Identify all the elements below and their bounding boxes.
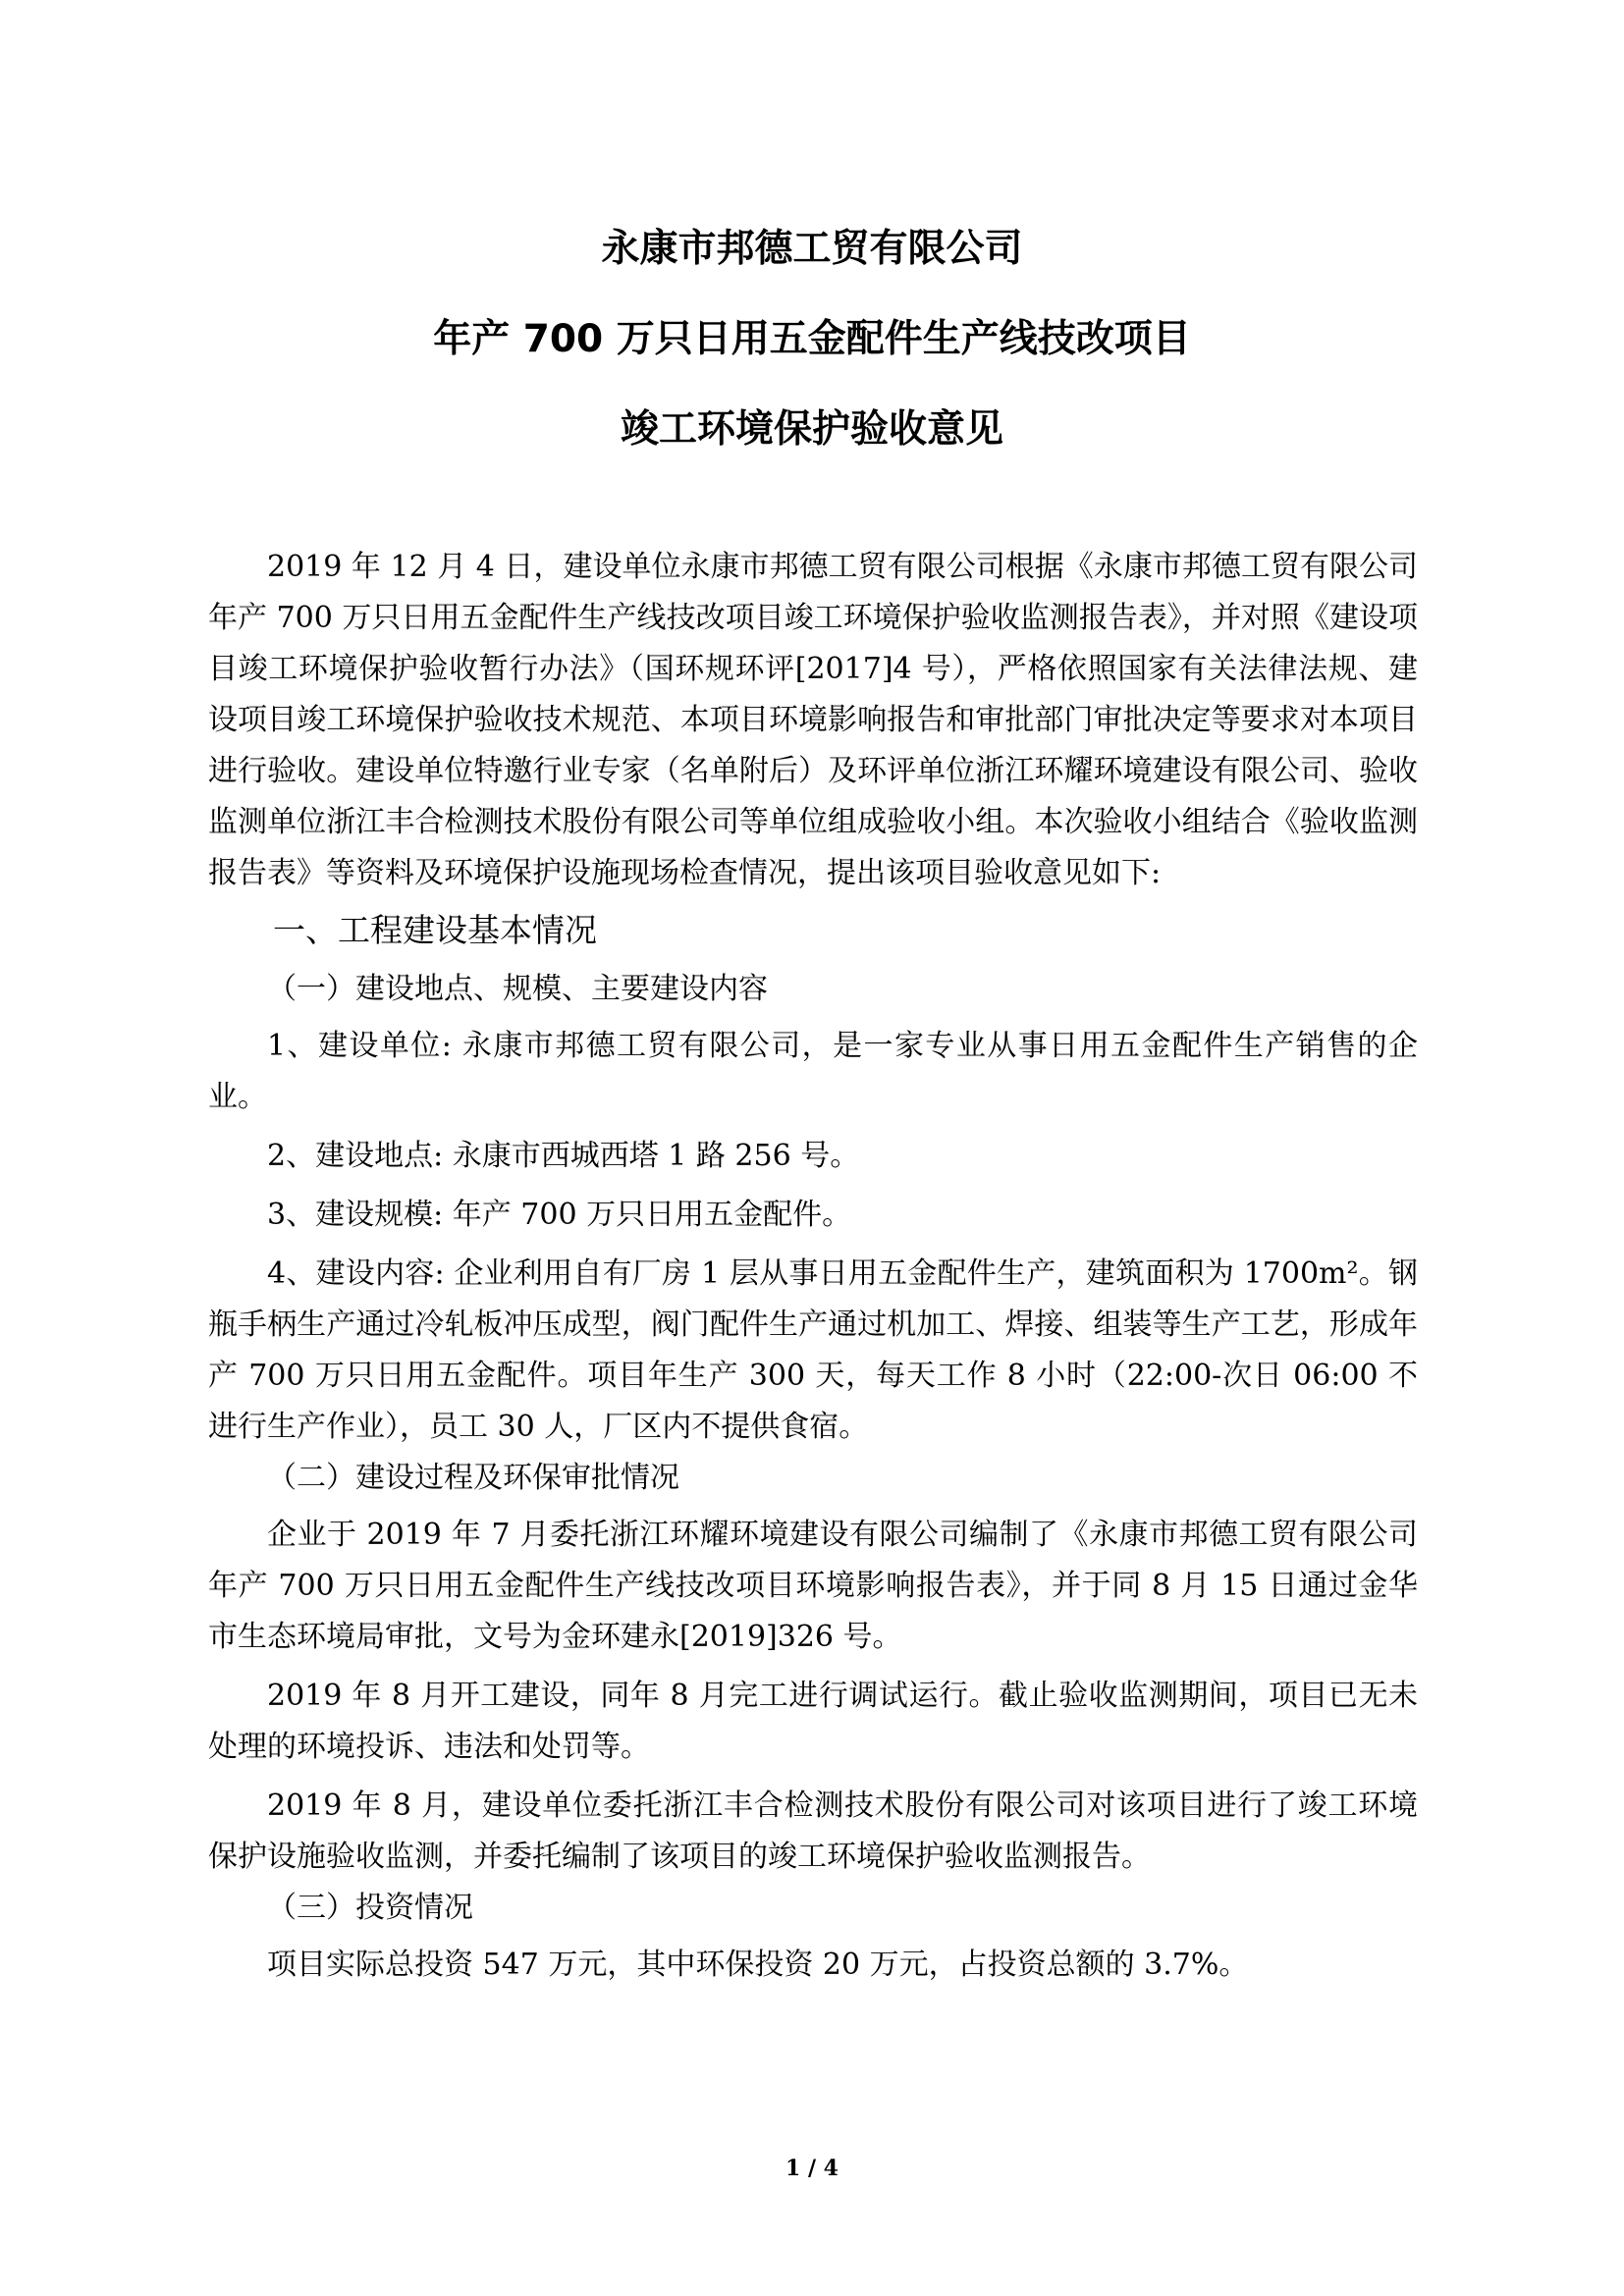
investment-paragraph: 项目实际总投资 547 万元，其中环保投资 20 万元，占投资总额的 3.7%。: [267, 1948, 1249, 1982]
subsection-heading-process-approval: （二）建设过程及环保审批情况: [267, 1461, 679, 1495]
item-construction-content: 4、建设内容: 企业利用自有厂房 1 层从事日用五金配件生产，建筑面积为 1700m²。钢瓶手柄生产通过冷轧板冲压成型，阀门配件生产通过机加工、焊接、组装等生产工艺，形成年产 700 万只日用五金配件。项目年生产 300 天，每天工作 8 小时（22:00-次日 06:00 不进行生产作业），员工 30 人，厂区内不提供食宿。: [208, 1256, 1418, 1444]
item-construction-unit: 1、建设单位: 永康市邦德工贸有限公司，是一家专业从事日用五金配件生产销售的企业。: [208, 1029, 1418, 1114]
item-construction-scale: 3、建设规模: 年产 700 万只日用五金配件。: [267, 1198, 852, 1232]
subsection-heading-location-scale: （一）建设地点、规模、主要建设内容: [267, 972, 768, 1006]
document-body: [208, 542, 1418, 1991]
intro-paragraph: 2019 年 12 月 4 日，建设单位永康市邦德工贸有限公司根据《永康市邦德工贸有限公司年产 700 万只日用五金配件生产线技改项目竣工环境保护验收监测报告表》，并对照《建设项目竣工环境保护验收暂行办法》（国环规环评[2017]4 号），严格依照国家有关法律法规、建设项目竣工环境保护验收技术规范、本项目环境影响报告和审批部门审批决定等要求对本项目进行验收。建设单位特邀行业专家（名单附后）及环评单位浙江环耀环境建设有限公司、验收监测单位浙江丰合检测技术股份有限公司等单位组成验收小组。本次验收小组结合《验收监测报告表》等资料及环境保护设施现场检查情况，提出该项目验收意见如下:: [208, 550, 1418, 890]
section-heading-basic-info: 一、工程建设基本情况: [273, 911, 597, 949]
document-title: [0, 226, 1624, 497]
title-project: 年产 700 万只日用五金配件生产线技改项目: [433, 317, 1191, 361]
title-subject: 竣工环境保护验收意见: [620, 407, 1003, 452]
item-construction-location: 2、建设地点: 永康市西城西塔 1 路 256 号。: [267, 1139, 860, 1173]
process-paragraph-2: 2019 年 8 月开工建设，同年 8 月完工进行调试运行。截止验收监测期间，项目已无未处理的环境投诉、违法和处罚等。: [208, 1679, 1418, 1764]
title-company: 永康市邦德工贸有限公司: [601, 227, 1023, 271]
subsection-heading-investment: （三）投资情况: [267, 1891, 473, 1925]
process-paragraph-3: 2019 年 8 月，建设单位委托浙江丰合检测技术股份有限公司对该项目进行了竣工环境保护设施验收监测，并委托编制了该项目的竣工环境保护验收监测报告。: [208, 1789, 1418, 1874]
page-number: 1 / 4: [785, 2156, 839, 2181]
process-paragraph-1: 企业于 2019 年 7 月委托浙江环耀环境建设有限公司编制了《永康市邦德工贸有限公司年产 700 万只日用五金配件生产线技改项目环境影响报告表》，并于同 8 月 15 日通过金华市生态环境局审批，文号为金环建永[2019]326 号。: [208, 1518, 1418, 1654]
